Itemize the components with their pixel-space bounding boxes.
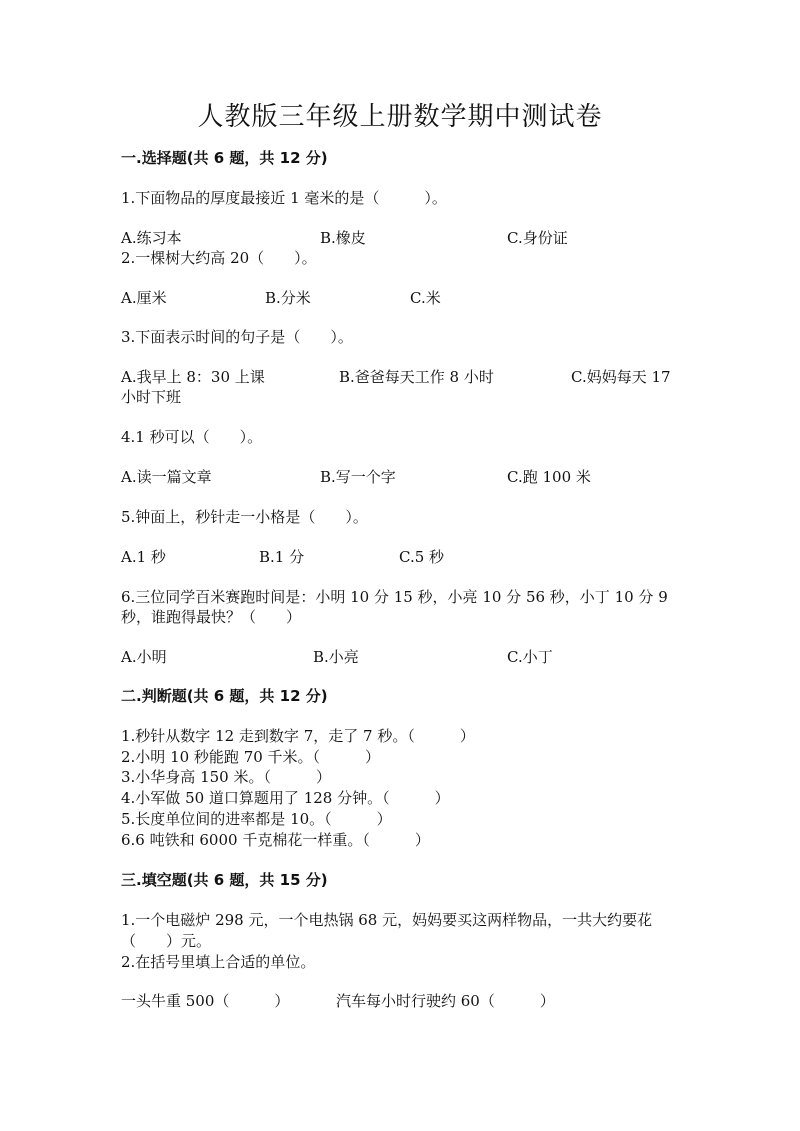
q1-option-b: B.橡皮 <box>320 229 366 247</box>
fill-question-1: 1.一个电磁炉 298 元，一个电热锅 68 元，妈妈要买这两样物品，一共大约要花 <box>121 911 653 929</box>
q3-option-c: C.妈妈每天 17 <box>571 368 671 386</box>
question-1: 1.下面物品的厚度最接近 1 毫米的是（ ）。 <box>121 189 447 207</box>
q1-option-a: A.练习本 <box>121 229 182 247</box>
judge-item-4: 4.小军做 50 道口算题用了 128 分钟。（ ） <box>121 789 450 807</box>
judge-item-2: 2.小明 10 秒能跑 70 千米。（ ） <box>121 748 381 766</box>
q5-option-c: C.5 秒 <box>399 548 445 566</box>
fill-q2-item-a: 一头牛重 500（ ） <box>121 992 290 1010</box>
q5-option-b: B.1 分 <box>259 548 305 566</box>
q6-option-a: A.小明 <box>121 648 167 666</box>
q3-option-a: A.我早上 8：30 上课 <box>121 368 265 386</box>
judge-item-3: 3.小华身高 150 米。（ ） <box>121 768 331 786</box>
page-title: 人教版三年级上册数学期中测试卷 <box>197 102 603 132</box>
q3-option-b: B.爸爸每天工作 8 小时 <box>339 368 494 386</box>
fill-question-1-continued: （ ）元。 <box>121 932 212 950</box>
question-6: 6.三位同学百米赛跑时间是：小明 10 分 15 秒，小亮 10 分 56 秒，小丁 10 分 9 <box>121 588 668 606</box>
q6-option-b: B.小亮 <box>313 648 359 666</box>
q6-option-c: C.小丁 <box>507 648 553 666</box>
fill-q2-item-b: 汽车每小时行驶约 60（ ） <box>336 992 555 1010</box>
judge-item-5: 5.长度单位间的进率都是 10。（ ） <box>121 810 392 828</box>
fill-question-2: 2.在括号里填上合适的单位。 <box>121 953 316 971</box>
q2-option-a: A.厘米 <box>121 289 167 307</box>
q4-option-b: B.写一个字 <box>320 468 396 486</box>
question-3: 3.下面表示时间的句子是（ ）。 <box>121 328 353 346</box>
judge-item-1: 1.秒针从数字 12 走到数字 7，走了 7 秒。（ ） <box>121 727 475 745</box>
q3-option-c-continued: 小时下班 <box>121 388 182 406</box>
section-heading-fill: 三.填空题(共 6 题，共 15 分) <box>121 871 328 889</box>
q4-option-c: C.跑 100 米 <box>507 468 591 486</box>
question-4: 4.1 秒可以（ ）。 <box>121 428 263 446</box>
section-heading-choice: 一.选择题(共 6 题，共 12 分) <box>121 149 328 167</box>
judge-item-6: 6.6 吨铁和 6000 千克棉花一样重。（ ） <box>121 831 430 849</box>
q5-option-a: A.1 秒 <box>121 548 166 566</box>
q4-option-a: A.读一篇文章 <box>121 468 212 486</box>
section-heading-judge: 二.判断题(共 6 题，共 12 分) <box>121 687 328 705</box>
question-5: 5.钟面上，秒针走一小格是（ ）。 <box>121 508 368 526</box>
q2-option-c: C.米 <box>410 289 441 307</box>
q1-option-c: C.身份证 <box>507 229 568 247</box>
question-6-continued: 秒，谁跑得最快？（ ） <box>121 608 302 626</box>
question-2: 2.一棵树大约高 20（ ）。 <box>121 249 317 267</box>
q2-option-b: B.分米 <box>265 289 311 307</box>
